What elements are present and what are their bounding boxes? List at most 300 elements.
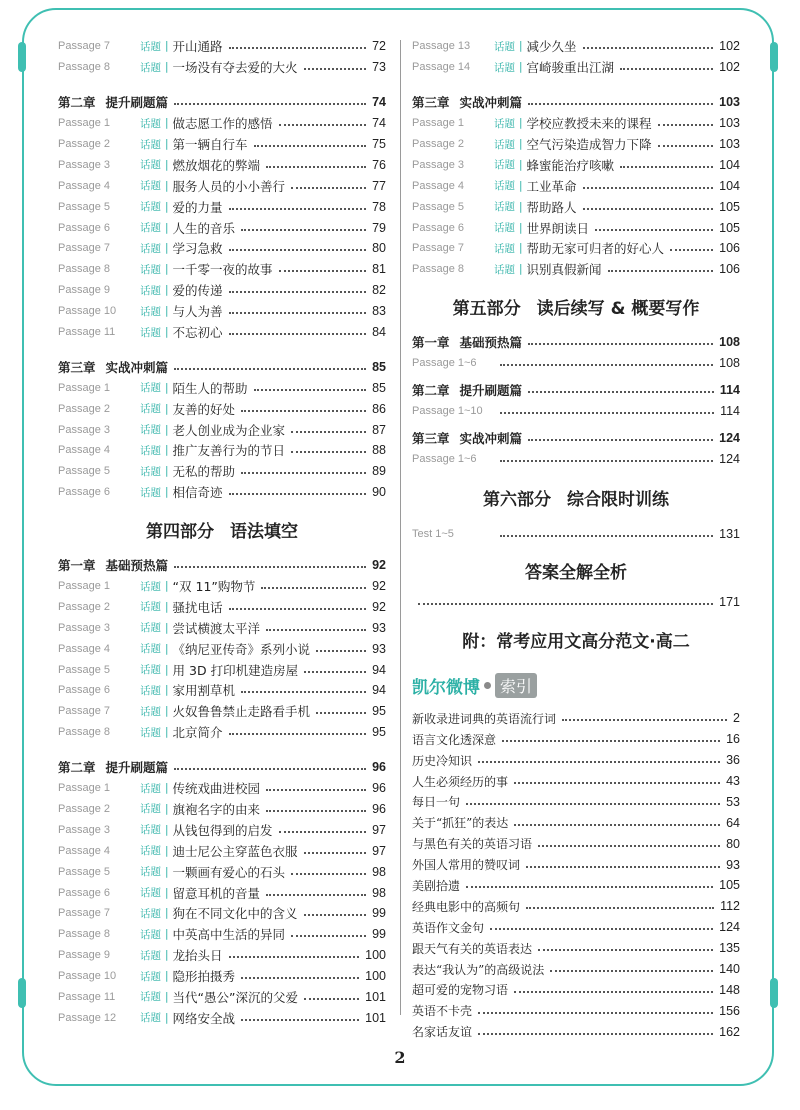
answers-entry[interactable] [412, 592, 740, 613]
entry-title: 相信奇迹 [172, 485, 223, 501]
toc-entry[interactable] [58, 398, 386, 419]
tag-separator: | [165, 158, 169, 171]
passage-label: Passage 3 [58, 158, 110, 171]
page-ref: 103 [719, 95, 740, 110]
dot-leader [304, 998, 359, 1000]
page-ref: 84 [372, 325, 386, 340]
dot-leader [658, 124, 714, 126]
tag-separator: | [165, 684, 169, 697]
topic-tag: 话题 [140, 866, 161, 879]
tag-separator: | [165, 40, 169, 53]
chapter-heading[interactable] [412, 92, 740, 113]
index-entry[interactable] [412, 917, 740, 938]
page-ref: 140 [719, 962, 740, 977]
tag-separator: | [165, 138, 169, 150]
dot-leader [658, 145, 714, 147]
dot-leader [241, 1019, 359, 1021]
index-title: 关于“抓狂”的表达 [412, 816, 509, 831]
spacer [412, 544, 740, 550]
tag-separator: | [519, 179, 523, 192]
toc-entry[interactable] [412, 57, 740, 78]
entry-title: 一场没有夺去爱的大火 [172, 60, 298, 76]
passage-range: Passage 1~6 [412, 452, 477, 465]
topic-tag: 话题 [140, 970, 161, 983]
dot-leader [528, 103, 713, 105]
index-entry[interactable] [412, 1021, 740, 1042]
dot-leader [291, 187, 366, 189]
dot-leader [528, 391, 714, 393]
passage-label: Passage 1 [58, 580, 110, 593]
topic-tag: 话题 [140, 465, 161, 478]
toc-entry[interactable] [58, 701, 386, 722]
toc-entry[interactable] [412, 217, 740, 238]
page-ref: 16 [726, 732, 740, 747]
entry-title: 旗袍名字的由来 [172, 801, 261, 817]
tag-separator: | [165, 990, 169, 1003]
toc-entry[interactable] [58, 113, 386, 134]
passage-label: Passage 3 [412, 158, 464, 171]
entry-title: 人生的音乐 [172, 220, 236, 236]
index-entry[interactable] [412, 959, 740, 980]
page-ref: 162 [719, 1024, 740, 1039]
tag-separator: | [165, 423, 169, 436]
dot-leader [304, 68, 367, 70]
chapter-heading[interactable] [58, 356, 386, 377]
toc-entry[interactable] [58, 36, 386, 57]
dot-leader [241, 977, 359, 979]
toc-entry[interactable] [58, 882, 386, 903]
chapter-title: 实战冲刺篇 [459, 430, 523, 446]
entry-title: 蜂蜜能治疗咳嗽 [526, 157, 615, 173]
toc-entry[interactable] [58, 596, 386, 617]
dot-leader [620, 68, 713, 70]
dot-leader [174, 103, 366, 105]
toc-entry[interactable] [58, 861, 386, 882]
entry-title: 减少久坐 [526, 39, 577, 55]
entry-title: 帮助路人 [526, 199, 577, 215]
chapter-heading[interactable] [58, 757, 386, 778]
toc-entry[interactable] [58, 154, 386, 175]
toc-entry[interactable] [58, 322, 386, 343]
dot-leader [500, 535, 713, 537]
toc-entry[interactable] [58, 617, 386, 638]
tag-separator: | [165, 600, 169, 613]
passage-label: Passage 1 [412, 117, 464, 130]
entry-title: 一千零一夜的故事 [172, 262, 273, 278]
toc-entry[interactable] [58, 377, 386, 398]
entry-title: 家用割草机 [172, 683, 236, 699]
passage-label: Passage 4 [58, 642, 110, 655]
page-ref: 2 [733, 711, 740, 726]
dot-leader [229, 956, 360, 958]
page-ref: 72 [372, 39, 386, 54]
part-title: 读后续写 & 概要写作 [536, 298, 700, 319]
dot-leader [254, 389, 367, 391]
dot-leader [466, 803, 720, 805]
index-entry[interactable] [412, 1000, 740, 1021]
index-entry[interactable] [412, 771, 740, 792]
index-entry[interactable] [412, 896, 740, 917]
page-ref: 95 [372, 725, 386, 740]
toc-entry[interactable] [58, 280, 386, 301]
index-entry[interactable] [412, 938, 740, 959]
toc-entry[interactable] [58, 778, 386, 799]
dot-leader [316, 650, 366, 652]
topic-tag: 话题 [140, 138, 161, 151]
entry-title: 北京简介 [172, 725, 223, 741]
topic-tag: 话题 [494, 263, 515, 276]
toc-entry[interactable] [58, 461, 386, 482]
toc-entry[interactable] [58, 659, 386, 680]
index-entry[interactable] [412, 750, 740, 771]
passage-label: Passage 14 [412, 61, 471, 74]
passage-label: Passage 5 [58, 663, 110, 676]
topic-tag: 话题 [140, 824, 161, 837]
toc-entry[interactable] [58, 238, 386, 259]
index-entry[interactable] [412, 980, 740, 1001]
dot-leader [279, 270, 367, 272]
page-number: 2 [394, 1048, 406, 1067]
toc-entry[interactable] [412, 175, 740, 196]
tag-separator: | [165, 242, 169, 255]
entry-title: 空气污染造成智力下降 [526, 137, 652, 152]
page-ref: 64 [726, 815, 740, 830]
topic-tag: 话题 [494, 180, 515, 193]
entry-title: 宫崎骏重出江湖 [526, 60, 615, 76]
tag-separator: | [519, 263, 523, 276]
tag-separator: | [519, 200, 523, 213]
spacer [58, 503, 386, 509]
tag-separator: | [165, 284, 169, 297]
dot-leader [229, 312, 367, 314]
dot-leader [478, 1012, 713, 1014]
entry-title: 学校应教授未来的课程 [526, 116, 652, 132]
passage-label: Passage 4 [58, 179, 110, 192]
chapter-number: 第二章 [58, 95, 96, 111]
tag-separator: | [165, 928, 169, 941]
page-ref: 105 [719, 199, 740, 214]
page-ref: 77 [372, 178, 386, 193]
page-ref: 103 [719, 137, 740, 151]
page-ref: 100 [365, 969, 386, 984]
chapter-title: 实战冲刺篇 [459, 95, 523, 111]
passage-label: Passage 1 [58, 381, 110, 394]
dot-leader [526, 907, 714, 909]
dot-leader [528, 343, 713, 345]
entry-title: 尝试横渡太平洋 [172, 620, 261, 636]
tag-separator: | [165, 970, 169, 983]
tag-separator: | [165, 381, 169, 394]
tag-separator: | [165, 642, 169, 655]
topic-tag: 话题 [140, 1012, 161, 1025]
topic-tag: 话题 [140, 222, 161, 235]
passage-label: Passage 2 [58, 802, 110, 815]
topic-tag: 话题 [140, 486, 161, 499]
topic-tag: 话题 [140, 845, 161, 858]
toc-entry[interactable] [412, 134, 740, 155]
toc-entry[interactable] [412, 36, 740, 57]
chapter-heading[interactable] [58, 92, 386, 113]
page-ref: 105 [719, 220, 740, 235]
index-title: 英语不卡壳 [412, 1004, 473, 1019]
passage-label: Passage 13 [412, 40, 471, 53]
passage-label: Passage 2 [58, 600, 110, 613]
page-ref: 73 [372, 60, 386, 75]
passage-label: Passage 5 [58, 465, 110, 478]
page-ref: 79 [372, 220, 386, 235]
dot-leader [229, 208, 367, 210]
index-title: 历史冷知识 [412, 753, 473, 768]
passage-label: Passage 6 [58, 684, 110, 697]
tag-separator: | [165, 402, 169, 415]
chapter-heading[interactable] [412, 332, 740, 353]
dot-leader [229, 47, 367, 49]
chapter-heading[interactable] [412, 427, 740, 448]
tag-separator: | [165, 326, 169, 339]
spacer [58, 342, 386, 350]
topic-tag: 话题 [140, 180, 161, 193]
tag-separator: | [165, 782, 169, 795]
toc-entry[interactable] [58, 196, 386, 217]
index-title: 名家话友谊 [412, 1025, 473, 1040]
page-ref: 92 [372, 599, 386, 614]
index-entry[interactable] [412, 854, 740, 875]
dot-leader [514, 782, 720, 784]
dot-leader [229, 608, 367, 610]
toc-entry[interactable] [412, 154, 740, 175]
entry-title: 学习急救 [172, 241, 223, 257]
topic-tag: 话题 [140, 444, 161, 457]
page-ref: 82 [372, 283, 386, 298]
toc-entry[interactable] [58, 680, 386, 701]
tag-separator: | [519, 242, 523, 255]
passage-label: Passage 6 [58, 886, 110, 899]
topic-tag: 话题 [140, 601, 161, 614]
index-title: 美剧拾遗 [412, 878, 461, 893]
tag-separator: | [165, 117, 169, 130]
toc-entry[interactable] [58, 576, 386, 597]
answers-title: 答案全解全析 [525, 563, 627, 584]
page-ref: 104 [719, 178, 740, 193]
topic-tag: 话题 [140, 242, 161, 255]
dot-leader [174, 566, 366, 568]
toc-entry[interactable] [58, 217, 386, 238]
entry-title: 网络安全战 [172, 1010, 236, 1026]
toc-entry[interactable] [412, 238, 740, 259]
toc-entry[interactable] [58, 175, 386, 196]
passage-label: Passage 3 [58, 823, 110, 836]
toc-entry[interactable] [412, 448, 740, 469]
toc-entry[interactable] [58, 966, 386, 987]
toc-entry[interactable] [58, 945, 386, 966]
page-ref: 148 [719, 982, 740, 997]
passage-range: Test 1~5 [412, 527, 454, 540]
entry-title: 一颗画有爱心的石头 [172, 864, 286, 880]
passage-label: Passage 6 [58, 221, 110, 234]
index-title: 英语作文金句 [412, 920, 485, 935]
toc-entry[interactable] [58, 987, 386, 1008]
topic-tag: 话题 [494, 61, 515, 74]
toc-entry[interactable] [58, 57, 386, 78]
frame-tab [18, 978, 26, 1008]
passage-range: Passage 1~10 [412, 404, 483, 417]
topic-tag: 话题 [140, 263, 161, 276]
toc-entry[interactable] [58, 799, 386, 820]
toc-entry[interactable] [58, 840, 386, 861]
dot-leader [279, 831, 367, 833]
chapter-title: 基础预热篇 [105, 558, 169, 574]
topic-tag: 话题 [140, 622, 161, 635]
spacer [58, 78, 386, 86]
toc-entry[interactable] [412, 113, 740, 134]
left-column [58, 36, 386, 1028]
spacer [412, 78, 740, 86]
topic-tag: 话题 [140, 664, 161, 677]
entry-title: 传统戏曲进校园 [172, 781, 261, 797]
chapter-number: 第二章 [412, 383, 450, 399]
tag-separator: | [519, 221, 523, 234]
tag-separator: | [165, 886, 169, 899]
tag-separator: | [165, 949, 169, 962]
toc-entry[interactable] [58, 134, 386, 155]
index-entry[interactable] [412, 729, 740, 750]
passage-label: Passage 1 [58, 117, 110, 130]
index-entry[interactable] [412, 833, 740, 854]
topic-tag: 话题 [494, 222, 515, 235]
dot-leader [490, 928, 713, 930]
dot-leader [266, 894, 366, 896]
dot-leader [266, 789, 366, 791]
page-ref: 85 [372, 359, 386, 374]
entry-title: 留意耳机的音量 [172, 885, 261, 901]
tag-separator: | [165, 705, 169, 718]
spacer [412, 613, 740, 619]
page-ref: 112 [720, 899, 740, 914]
dot-leader [229, 333, 367, 335]
toc-entry[interactable] [412, 400, 740, 421]
passage-label: Passage 11 [58, 990, 116, 1003]
toc-entry[interactable] [58, 301, 386, 322]
dot-leader [229, 249, 367, 251]
page-ref: 93 [726, 857, 740, 872]
index-entry[interactable] [412, 812, 740, 833]
tag-separator: | [165, 179, 169, 192]
dot-leader [538, 845, 720, 847]
page-ref: 108 [719, 356, 740, 371]
toc-entry[interactable] [58, 819, 386, 840]
passage-label: Passage 7 [412, 242, 464, 255]
page-ref: 88 [372, 443, 386, 458]
tag-separator: | [165, 305, 169, 318]
page-ref: 92 [372, 579, 386, 594]
part-number: 第六部分 [483, 490, 551, 511]
toc-entry[interactable] [58, 440, 386, 461]
toc-entry[interactable] [58, 482, 386, 503]
entry-title: 帮助无家可归者的好心人 [526, 241, 665, 257]
appendix-title: 附：常考应用文高分范文·高二 [462, 631, 690, 652]
page-ref: 74 [372, 95, 386, 110]
toc-entry[interactable] [58, 1007, 386, 1028]
dot-leader [279, 124, 367, 126]
toc-entry[interactable] [412, 353, 740, 374]
chapter-heading[interactable] [58, 555, 386, 576]
page-ref: 90 [372, 485, 386, 500]
tag-separator: | [165, 907, 169, 920]
entry-title: 推广友善行为的节日 [172, 443, 286, 459]
passage-label: Passage 9 [58, 949, 110, 962]
passage-label: Passage 5 [412, 200, 464, 213]
topic-tag: 话题 [140, 991, 161, 1004]
dot-leader [514, 991, 713, 993]
topic-tag: 话题 [140, 907, 161, 920]
passage-label: Passage 7 [58, 242, 110, 255]
toc-entry[interactable] [412, 196, 740, 217]
toc-entry[interactable] [58, 638, 386, 659]
passage-label: Passage 2 [58, 138, 110, 150]
passage-label: Passage 11 [58, 326, 116, 339]
toc-entry[interactable] [58, 722, 386, 743]
passage-label: Passage 8 [58, 61, 110, 74]
page-ref: 94 [372, 662, 386, 677]
toc-entry[interactable] [58, 924, 386, 945]
passage-label: Passage 10 [58, 305, 117, 318]
page-ref: 97 [372, 843, 386, 858]
dot-leader [266, 810, 366, 812]
chapter-heading[interactable] [412, 380, 740, 401]
dot-leader [478, 761, 720, 763]
passage-label: Passage 2 [412, 138, 464, 150]
tag-separator: | [165, 465, 169, 478]
index-title: 与黑色有关的英语习语 [412, 837, 533, 852]
page-ref: 99 [372, 927, 386, 942]
frame-tab [770, 42, 778, 72]
brand-dot [484, 682, 491, 689]
page-ref: 74 [372, 116, 386, 131]
toc-entry[interactable] [58, 259, 386, 280]
dot-leader [229, 733, 367, 735]
tag-separator: | [165, 263, 169, 276]
topic-tag: 话题 [140, 684, 161, 697]
tag-separator: | [165, 444, 169, 457]
dot-leader [229, 493, 367, 495]
entry-title: 第一辆自行车 [172, 137, 248, 152]
index-badge: 索引 [495, 673, 537, 698]
page-ref: 104 [719, 157, 740, 172]
index-entry[interactable] [412, 708, 740, 729]
toc-entry[interactable] [412, 259, 740, 280]
frame-tab [18, 42, 26, 72]
toc-entry[interactable] [412, 523, 740, 544]
topic-tag: 话题 [140, 61, 161, 74]
entry-title: 做志愿工作的感悟 [172, 116, 273, 132]
index-entry[interactable] [412, 875, 740, 896]
tag-separator: | [165, 621, 169, 634]
toc-entry[interactable] [58, 419, 386, 440]
index-entry[interactable] [412, 791, 740, 812]
passage-range: Passage 1~6 [412, 357, 477, 370]
dot-leader [174, 768, 366, 770]
passage-label: Passage 8 [58, 726, 110, 739]
toc-entry[interactable] [58, 903, 386, 924]
index-title: 语言文化透深意 [412, 732, 497, 747]
page-ref: 135 [719, 941, 740, 956]
dot-leader [528, 439, 713, 441]
page-ref: 114 [719, 383, 740, 398]
dot-leader [538, 949, 713, 951]
appendix-heading [412, 625, 740, 659]
page-ref: 101 [365, 989, 386, 1004]
page-ref: 83 [372, 304, 386, 319]
